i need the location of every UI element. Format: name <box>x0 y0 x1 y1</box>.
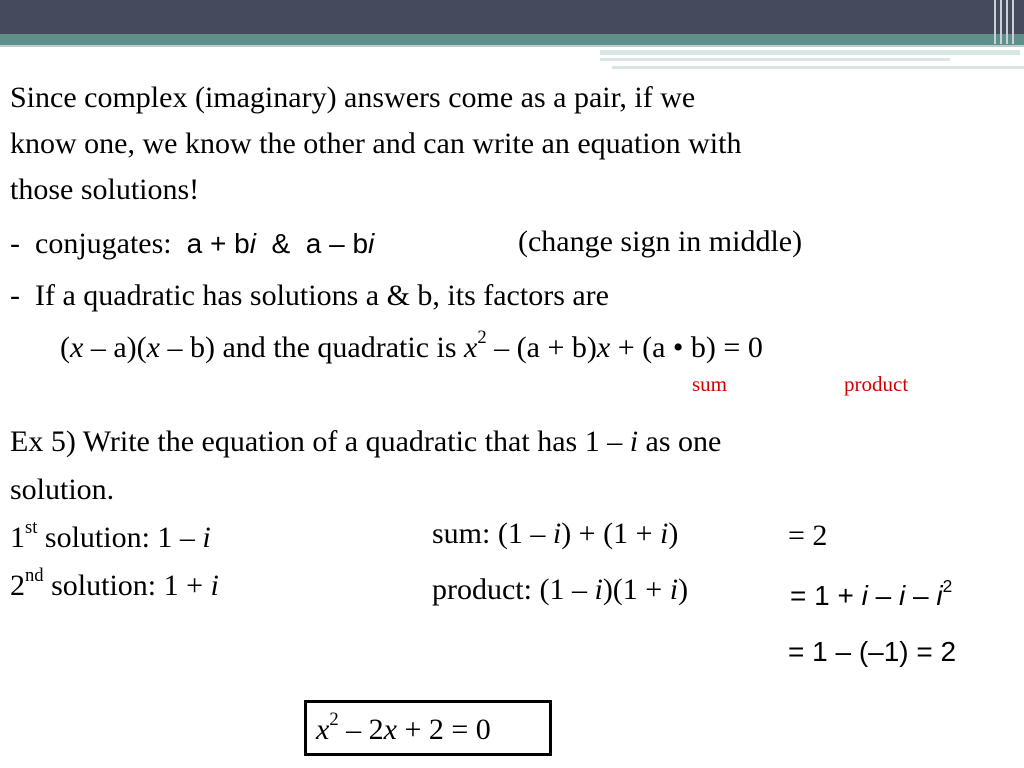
product-prefix: product: (1 – <box>432 573 595 606</box>
imaginary-unit: i <box>594 573 603 606</box>
factors-line: If a quadratic has solutions a & b, its factors are <box>35 279 609 312</box>
final-equation <box>316 709 491 748</box>
imaginary-unit: i <box>861 580 868 611</box>
header-accent-line <box>0 34 1024 45</box>
bullet-dash: - <box>10 279 20 312</box>
paren: ( <box>60 331 70 364</box>
ordinal-suffix: st <box>25 517 38 539</box>
product-mid: )(1 + <box>602 573 670 606</box>
product-result-part: – <box>905 580 937 611</box>
exponent: 2 <box>942 575 953 596</box>
example-text: Ex 5) Write the equation of a quadratic that has 1 – <box>10 425 630 458</box>
first-solution <box>10 517 211 556</box>
variable-x: x <box>383 713 397 746</box>
formula-tail: + (a • b) = 0 <box>610 331 763 364</box>
product-annotation: product <box>844 372 909 396</box>
intro-line-2: know one, we know the other and can write an equation with <box>10 127 742 160</box>
imaginary-unit: i <box>202 521 211 554</box>
example-line-1 <box>10 424 721 460</box>
formula-middle: – (a + b) <box>486 331 597 364</box>
variable-x: x <box>596 331 611 364</box>
imaginary-unit: i <box>936 580 943 611</box>
header-bar <box>0 0 1024 34</box>
header-vertical-stripes <box>992 0 1024 44</box>
sum-prefix: sum: (1 – <box>432 517 553 550</box>
variable-x: x <box>464 331 478 364</box>
header-decor-stripe <box>600 50 1020 55</box>
factor-a: – a)( <box>83 331 147 364</box>
imaginary-unit: i <box>368 228 375 259</box>
product-result <box>790 575 953 614</box>
quadratic-formula-line <box>60 327 763 366</box>
imaginary-unit: i <box>899 580 906 611</box>
solution-text: solution: 1 + <box>43 569 211 602</box>
ampersand: & <box>271 228 291 259</box>
intro-line-3: those solutions! <box>10 173 200 206</box>
header-thin-line <box>0 45 1024 47</box>
product-final: = 1 – (–1) = 2 <box>788 636 957 667</box>
variable-x: x <box>316 713 330 746</box>
exponent: 2 <box>477 327 487 349</box>
exponent: 2 <box>329 709 339 731</box>
sum-end: ) <box>668 517 679 550</box>
imaginary-unit: i <box>629 425 639 458</box>
product-result-part: = 1 + <box>790 580 862 611</box>
sum-mid: ) + (1 + <box>561 517 661 550</box>
imaginary-unit: i <box>669 573 679 606</box>
conjugates-label: conjugates: <box>35 227 172 260</box>
conjugate-a-plus-b: a + b <box>186 228 250 259</box>
sum-result: = 2 <box>788 519 828 552</box>
product-end: ) <box>678 573 689 606</box>
imaginary-unit: i <box>660 517 669 550</box>
header-decor-stripe <box>612 66 1024 69</box>
bullet-conjugates <box>10 226 374 262</box>
conjugate-a-minus-b: a – b <box>305 228 369 259</box>
sum-annotation: sum <box>692 372 728 396</box>
solution-text: solution: 1 – <box>37 521 203 554</box>
variable-x: x <box>146 331 160 364</box>
product-result-part: – <box>867 580 899 611</box>
example-text-end: as one <box>638 425 722 458</box>
imaginary-unit: i <box>552 517 562 550</box>
answer-part: – 2 <box>338 713 384 746</box>
factor-b-text: – b) and the quadratic is <box>159 331 465 364</box>
imaginary-unit: i <box>210 569 219 602</box>
product-work <box>432 572 688 608</box>
solution-number: 1 <box>10 521 25 554</box>
sum-work <box>432 516 678 552</box>
header-decor-stripe <box>600 58 950 61</box>
ordinal-suffix: nd <box>25 565 44 587</box>
imaginary-unit: i <box>249 228 256 259</box>
example-line-2: solution. <box>10 473 115 506</box>
bullet-factors <box>10 278 609 314</box>
change-sign-note: (change sign in middle) <box>518 225 803 258</box>
variable-x: x <box>70 331 84 364</box>
answer-part: + 2 = 0 <box>396 713 491 746</box>
intro-line-1: Since complex (imaginary) answers come as a pair, if we <box>10 81 696 114</box>
second-solution <box>10 565 219 604</box>
solution-number: 2 <box>10 569 25 602</box>
bullet-dash: - <box>10 227 20 260</box>
